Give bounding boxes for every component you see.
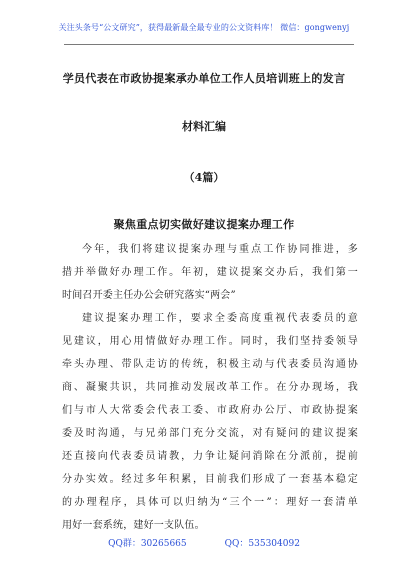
paragraph-line: 商、凝聚共识，共同推动发展改革工作。在分办现场，我 (62, 382, 358, 393)
paragraph-line: 们与市人大常委会代表工委、市政府办公厅、市政协提案 (62, 405, 358, 416)
footer-qq-number: QQ：535304092 (224, 539, 300, 549)
paragraph-line: 牵头办理、带队走访的传统，积极主动与代表委员沟通协 (62, 359, 358, 370)
document-title: 学员代表在市政协提案承办单位工作人员培训班上的发言 (62, 72, 346, 85)
header-divider (64, 44, 354, 45)
paragraph-line: 时间召开委主任办公会研究落实“两会” (62, 290, 236, 301)
paragraph-line: 还直接向代表委员请教，力争让疑问消除在分派前，提前 (62, 451, 358, 462)
document-count: （4篇） (183, 171, 225, 184)
paragraph-line: 今年，我们将建议提案办理与重点工作协同推进，多 (82, 244, 358, 255)
footer-qq-group: QQ群：30265665 (108, 539, 187, 549)
document-subtitle: 材料汇编 (182, 120, 226, 133)
header-banner: 关注头条号“公文研究”，获得最新最全最专业的公文资料库！ 微信：gongwenyj (58, 23, 350, 32)
paragraph-line: 见建议，用心用情做好办理工作。同时，我们坚持委领导 (62, 336, 358, 347)
paragraph-line: 委及时沟通，与兄弟部门充分交流，对有疑问的建议提案 (62, 428, 358, 439)
paragraph-line: 措并举做好办理工作。年初，建议提案交办后，我们第一 (62, 267, 358, 278)
footer-contact (0, 536, 408, 549)
paragraph-line: 分办实效。经过多年积累，目前我们形成了一套基本稳定 (62, 474, 358, 485)
section-title: 聚焦重点切实做好建议提案办理工作 (113, 218, 295, 231)
paragraph-line: 的办理程序，具体可以归纳为“三个一”：理好一套清单 (62, 497, 358, 508)
paragraph-line: 建议提案办理工作，要求全委高度重视代表委员的意 (82, 313, 358, 324)
paragraph-line: 用好一套系统，建好一支队伍。 (62, 520, 205, 531)
